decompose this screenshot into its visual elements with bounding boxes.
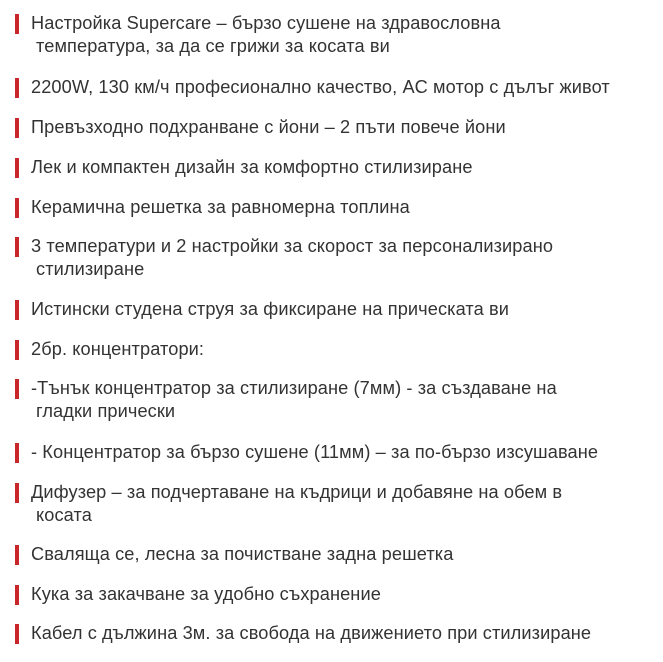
bullet-marker xyxy=(15,198,19,218)
list-item-text: Кука за закачване за удобно съхранение xyxy=(31,584,381,604)
list-item-text: Кабел с дължина 3м. за свобода на движението при стилизиране xyxy=(31,623,592,643)
bullet-marker xyxy=(15,585,19,605)
list-item-text: 3 температури и 2 настройки за скорост за персонализирано стилизиране xyxy=(31,236,554,279)
list-item-text: Настройка Supercare – бързо сушене на здравословна температура, за да се грижи за косата ви xyxy=(31,13,501,56)
bullet-marker xyxy=(15,237,19,257)
bullet-marker xyxy=(15,545,19,565)
list-item-text: - Концентратор за бързо сушене (11мм) – за по-бързо изсушаване xyxy=(31,442,599,462)
bullet-marker xyxy=(15,340,19,360)
bullet-marker xyxy=(15,379,19,399)
list-item-text: Керамична решетка за равномерна топлина xyxy=(31,197,410,217)
list-item-text: Сваляща се, лесна за почистване задна решетка xyxy=(31,544,454,564)
list-item-text: Превъзходно подхранване с йони – 2 пъти повече йони xyxy=(31,117,506,137)
list-item-text: Истински студена струя за фиксиране на прическата ви xyxy=(31,299,510,319)
list-item-text: Дифузер – за подчертаване на къдрици и добавяне на обем в косата xyxy=(31,482,563,525)
bullet-marker xyxy=(15,483,19,503)
list-item-text: 2200W, 130 км/ч професионално качество, AC мотор с дълъг живот xyxy=(31,77,610,97)
bullet-marker xyxy=(15,624,19,644)
list-item-text: 2бр. концентратори: xyxy=(31,339,205,359)
bullet-marker xyxy=(15,443,19,463)
list-item-text: Лек и компактен дизайн за комфортно стилизиране xyxy=(31,157,473,177)
bullet-marker xyxy=(15,78,19,98)
bullet-marker xyxy=(15,118,19,138)
bullet-marker xyxy=(15,158,19,178)
bullet-marker xyxy=(15,14,19,34)
list-item-text: -Тънък концентратор за стилизиране (7мм) - за създаване на гладки прически xyxy=(31,378,557,421)
bullet-marker xyxy=(15,300,19,320)
